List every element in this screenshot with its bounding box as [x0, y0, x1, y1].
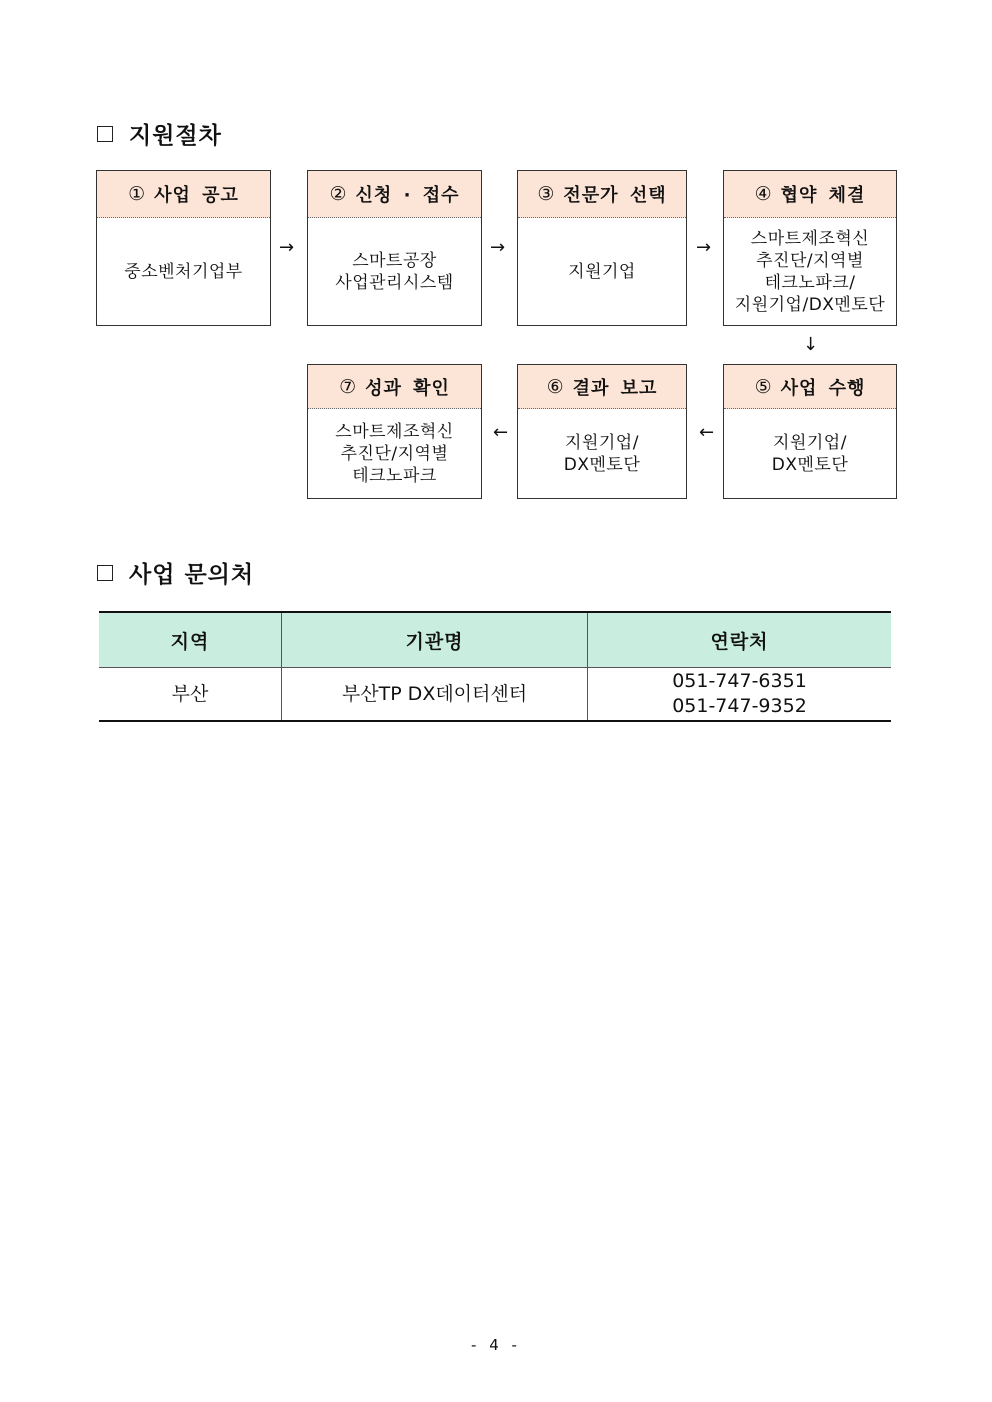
- step-2-label: 신청 · 접수: [355, 185, 460, 206]
- step-4-body: [724, 218, 896, 325]
- table-header-row: [99, 612, 891, 668]
- step-3-body: [518, 218, 686, 325]
- step-4-header: [724, 171, 896, 218]
- cell-organization: 부산TP DX데이터센터: [282, 668, 588, 722]
- step-body-line: 지원기업/: [773, 432, 847, 453]
- step-4-box: [723, 170, 897, 326]
- step-5-label: 사업 수행: [780, 377, 866, 399]
- arrow-right-icon: →: [696, 237, 712, 258]
- checkbox-square-icon: [97, 565, 113, 581]
- phone-number: 051-747-9352: [672, 695, 807, 717]
- header-region: 지역: [99, 612, 282, 668]
- cell-region: 부산: [99, 668, 282, 722]
- step-6-label: 결과 보고: [572, 377, 658, 399]
- step-7-number: ⑦: [339, 375, 358, 398]
- step-7-box: [307, 364, 482, 499]
- step-5-header: [724, 365, 896, 409]
- step-6-body: [518, 409, 686, 498]
- step-1-label: 사업 공고: [154, 185, 239, 206]
- contact-table: [99, 611, 891, 722]
- step-body-line: 스마트공장: [352, 250, 437, 271]
- step-6-header: [518, 365, 686, 409]
- page-number: - 4 -: [471, 1336, 521, 1354]
- arrow-down-icon: ↓: [803, 334, 819, 355]
- step-body-line: 지원기업/: [565, 432, 639, 453]
- step-body-line: 테크노파크/: [764, 272, 856, 293]
- step-body-line: 스마트제조혁신: [750, 228, 870, 249]
- arrow-right-icon: →: [279, 237, 295, 258]
- step-5-body: [724, 409, 896, 498]
- arrow-left-icon: ←: [493, 422, 509, 443]
- section-title-procedure: [97, 117, 222, 150]
- step-body-line: DX멘토단: [771, 454, 849, 475]
- section-title-text: 사업 문의처: [129, 562, 255, 588]
- header-contact: 연락처: [588, 612, 892, 668]
- step-3-header: [518, 171, 686, 218]
- step-body-line: 추진단/지역별: [756, 250, 864, 271]
- step-body-line: 지원기업/DX멘토단: [734, 294, 886, 315]
- arrow-left-icon: ←: [699, 422, 715, 443]
- checkbox-square-icon: [97, 126, 113, 142]
- phone-number: 051-747-6351: [672, 670, 807, 692]
- arrow-right-icon: →: [490, 237, 506, 258]
- step-2-body: [308, 218, 481, 325]
- step-3-label: 전문가 선택: [563, 185, 667, 206]
- section-title-text: 지원절차: [129, 123, 222, 149]
- step-body-line: DX멘토단: [563, 454, 641, 475]
- step-body-line: 테크노파크: [352, 465, 437, 486]
- step-body-line: 추진단/지역별: [340, 443, 449, 464]
- step-4-label: 협약 체결: [780, 185, 866, 206]
- step-6-number: ⑥: [546, 375, 565, 398]
- step-6-box: [517, 364, 687, 499]
- section-title-contact: [97, 556, 254, 589]
- step-2-box: [307, 170, 482, 326]
- table-row: [99, 668, 891, 722]
- step-2-number: ②: [329, 183, 348, 205]
- step-1-box: [96, 170, 271, 326]
- header-organization: 기관명: [282, 612, 588, 668]
- step-1-header: [97, 171, 270, 218]
- step-1-body: [97, 218, 270, 325]
- step-body-line: 사업관리시스템: [335, 272, 454, 293]
- step-body-line: 스마트제조혁신: [335, 421, 454, 442]
- step-5-box: [723, 364, 897, 499]
- step-body-line: 지원기업: [568, 261, 636, 282]
- cell-contact: [588, 668, 892, 722]
- step-4-number: ④: [754, 183, 773, 205]
- step-1-number: ①: [128, 183, 147, 205]
- step-body-line: 중소벤처기업부: [124, 261, 243, 282]
- step-3-box: [517, 170, 687, 326]
- step-2-header: [308, 171, 481, 218]
- step-7-label: 성과 확인: [365, 377, 450, 399]
- step-7-header: [308, 365, 481, 409]
- step-5-number: ⑤: [754, 375, 773, 398]
- step-7-body: [308, 409, 481, 498]
- step-3-number: ③: [537, 183, 556, 205]
